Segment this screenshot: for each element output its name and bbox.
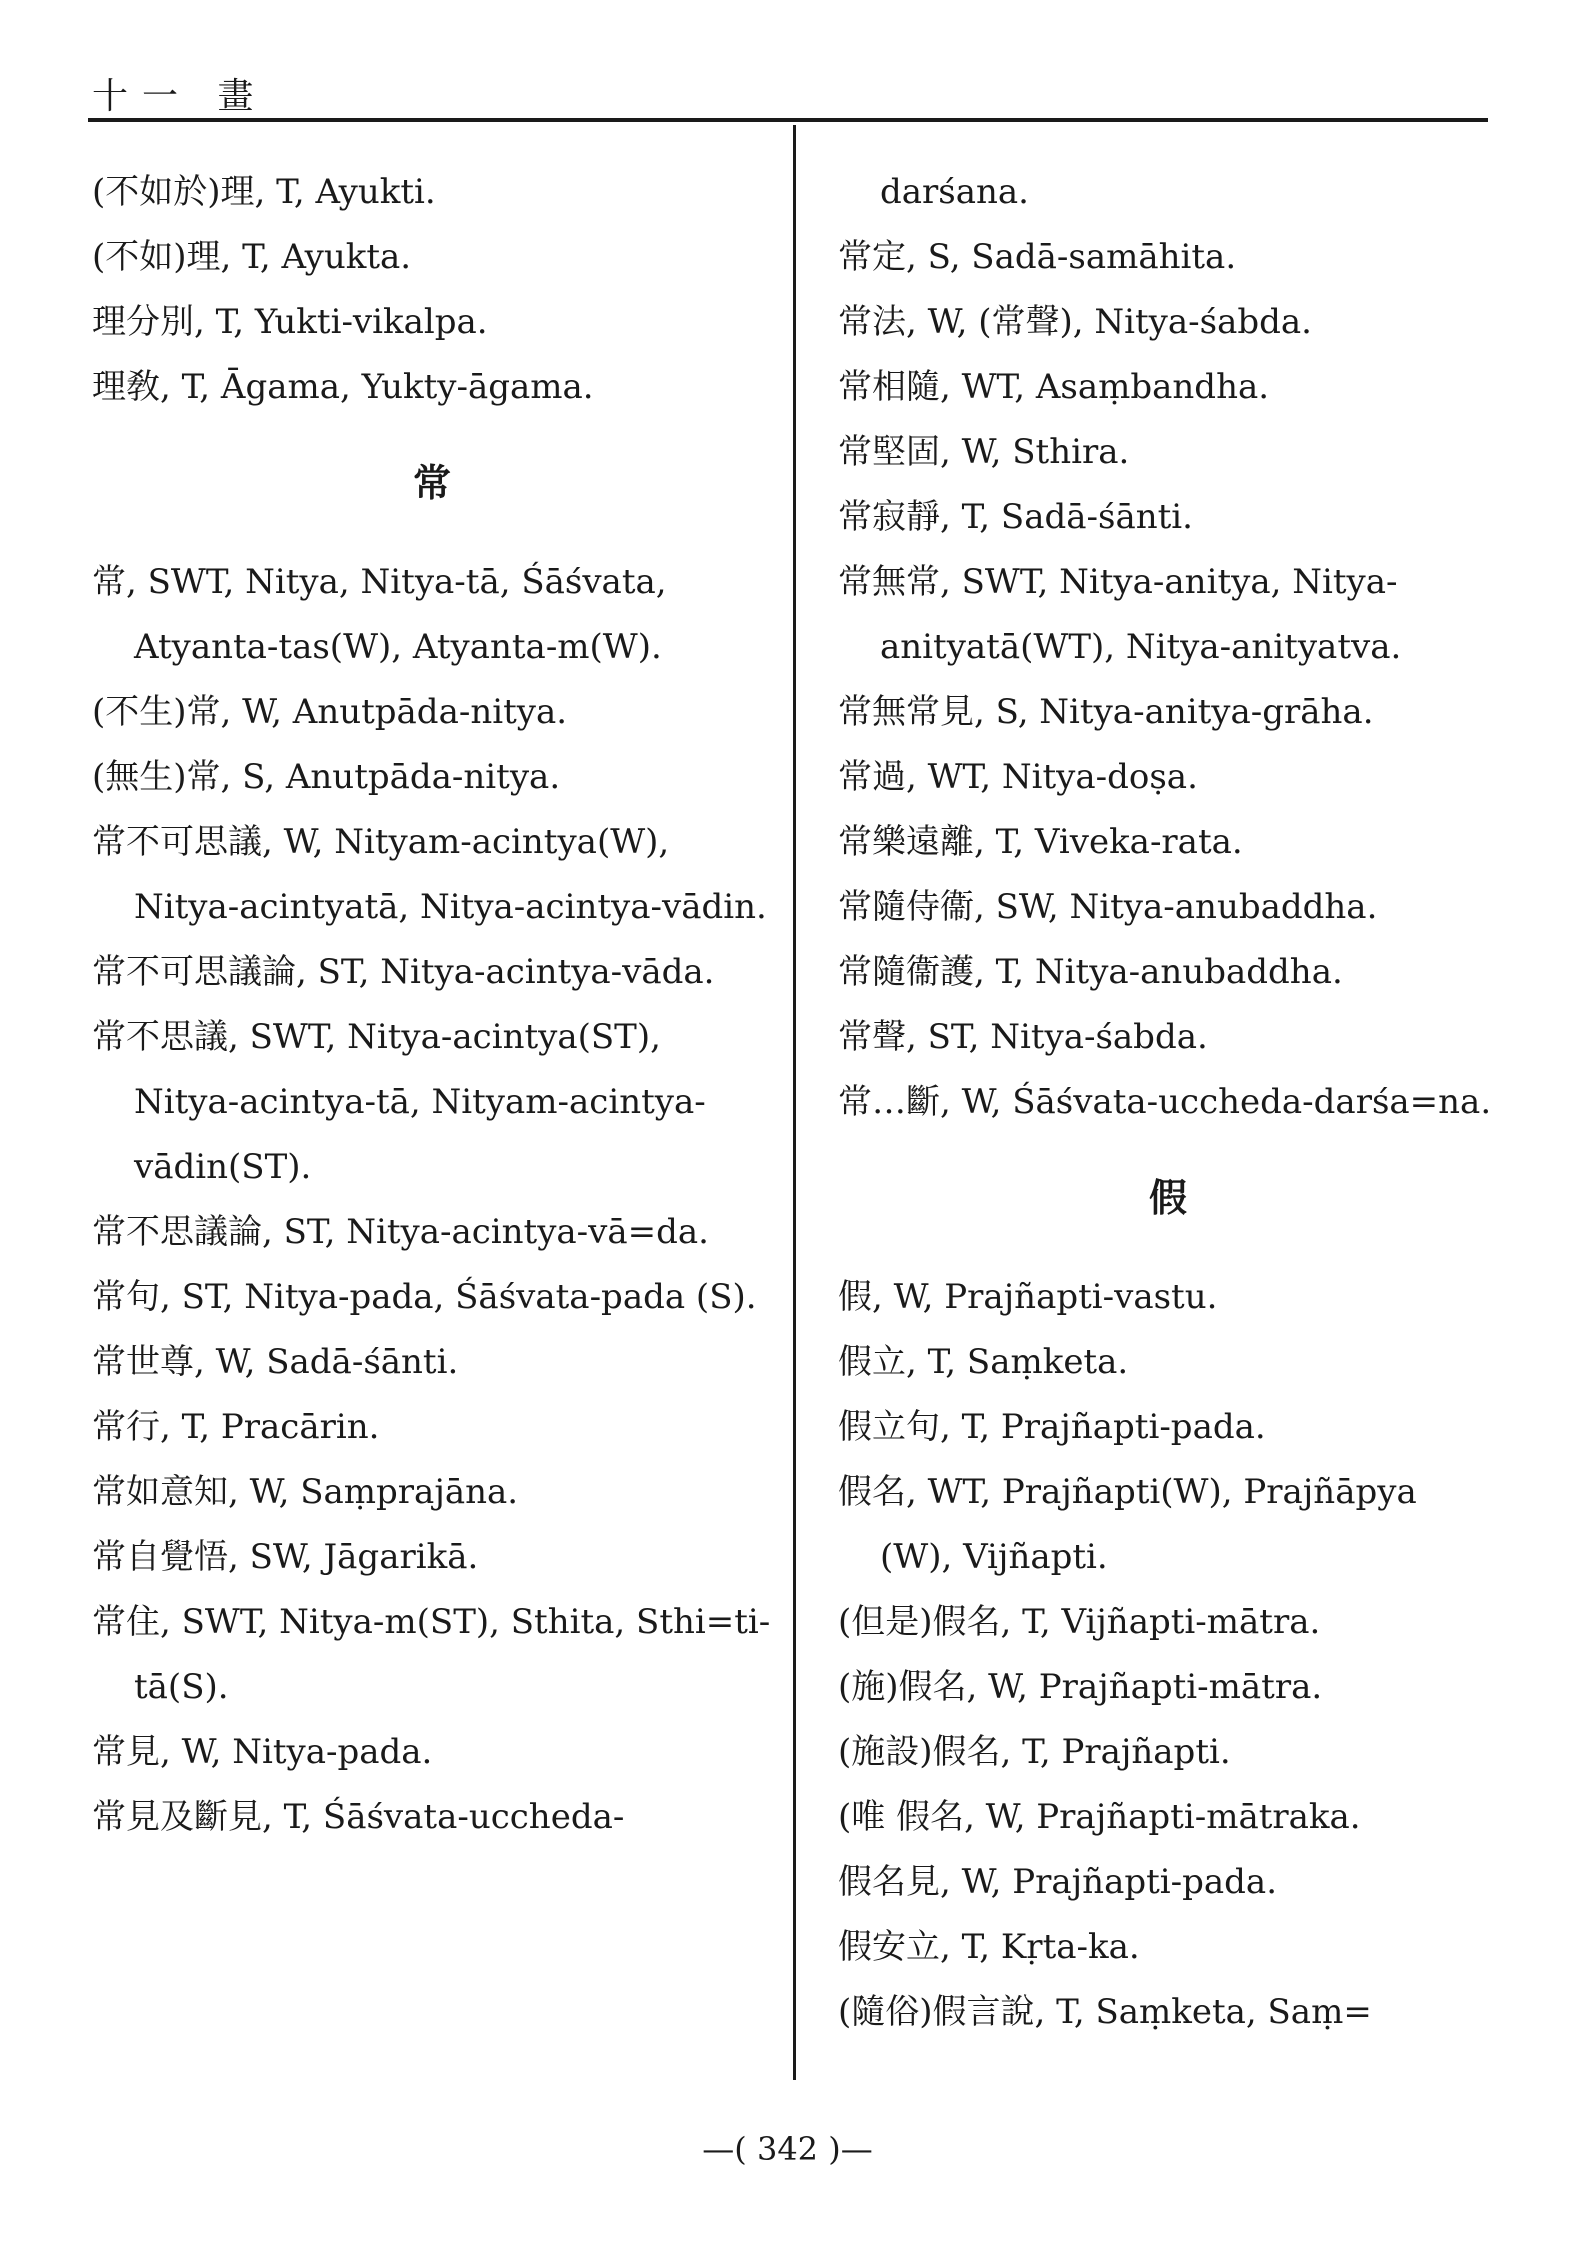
dict-entry: 常…斷, W, Śāśvata-uccheda-darśa=na. xyxy=(838,1082,1492,1122)
dict-entry: 假名見, W, Prajñapti-pada. xyxy=(838,1862,1278,1902)
dict-entry: 常世尊, W, Sadā-śānti. xyxy=(92,1342,459,1382)
dict-entry: 常住, SWT, Nitya-m(ST), Sthita, Sthi=ti-tā(S). xyxy=(92,1602,771,1707)
header-rule xyxy=(88,118,1488,122)
dict-entry: 理分別, T, Yukti-vikalpa. xyxy=(92,302,488,342)
dict-entry: 假立, T, Saṃketa. xyxy=(838,1342,1129,1382)
dict-entry: 常不思議, SWT, Nitya-acintya(ST), Nitya-acintya-tā, Nityam-acintya-vādin(ST). xyxy=(92,1017,706,1187)
dict-entry: 假, W, Prajñapti-vastu. xyxy=(838,1277,1218,1317)
dict-entry: 假安立, T, Kṛta-ka. xyxy=(838,1927,1140,1967)
dict-entry: 常句, ST, Nitya-pada, Śāśvata-pada (S). xyxy=(92,1277,757,1317)
right-column xyxy=(838,160,1498,2045)
column-divider xyxy=(793,125,796,2080)
dict-entry: 常堅固, W, Sthira. xyxy=(838,432,1130,472)
left-column xyxy=(92,160,772,1850)
dict-entry: 常定, S, Sadā-samāhita. xyxy=(838,237,1237,277)
dict-entry: 理敎, T, Āgama, Yukty-āgama. xyxy=(92,367,594,407)
dict-entry: (唯 假名, W, Prajñapti-mātraka. xyxy=(838,1797,1361,1837)
dict-entry: 常隨侍衞, SW, Nitya-anubaddha. xyxy=(838,887,1378,927)
dict-entry: 常無常, SWT, Nitya-anitya, Nitya-anityatā(WT), Nitya-anityatva. xyxy=(838,562,1402,667)
dict-entry: 常法, W, (常聲), Nitya-śabda. xyxy=(838,302,1312,342)
section-heading: 常 xyxy=(412,460,451,505)
page-number: —( 342 )— xyxy=(702,2130,873,2168)
section-heading: 假 xyxy=(1148,1175,1187,1220)
dict-entry: 常寂靜, T, Sadā-śānti. xyxy=(838,497,1193,537)
dict-entry: (無生)常, S, Anutpāda-nitya. xyxy=(92,757,561,797)
dict-entry: 常不可思議, W, Nityam-acintya(W), Nitya-acintyatā, Nitya-acintya-vādin. xyxy=(92,822,767,927)
dict-entry: (不如於)理, T, Ayukti. xyxy=(92,172,436,212)
page-header: 十一 畫 xyxy=(92,76,268,117)
dict-entry: 常相隨, WT, Asaṃbandha. xyxy=(838,367,1270,407)
dict-entry: 常過, WT, Nitya-doṣa. xyxy=(838,757,1198,797)
dict-entry: 常如意知, W, Saṃprajāna. xyxy=(92,1472,519,1512)
dict-entry: 常不思議論, ST, Nitya-acintya-vā=da. xyxy=(92,1212,709,1252)
dict-entry: 常, SWT, Nitya, Nitya-tā, Śāśvata, Atyanta-tas(W), Atyanta-m(W). xyxy=(92,562,667,667)
dict-entry: 常隨衞護, T, Nitya-anubaddha. xyxy=(838,952,1343,992)
dict-entry: (隨俗)假言說, T, Saṃketa, Saṃ= xyxy=(838,1992,1372,2032)
dict-entry-continuation: darśana. xyxy=(880,172,1029,212)
dict-entry: (但是)假名, T, Vijñapti-mātra. xyxy=(838,1602,1321,1642)
dict-entry: 常無常見, S, Nitya-anitya-grāha. xyxy=(838,692,1374,732)
dict-entry: 常自覺悟, SW, Jāgarikā. xyxy=(92,1537,479,1577)
dict-entry: (施設)假名, T, Prajñapti. xyxy=(838,1732,1231,1772)
dict-entry: (施)假名, W, Prajñapti-mātra. xyxy=(838,1667,1323,1707)
dict-entry: (不如)理, T, Ayukta. xyxy=(92,237,412,277)
dict-entry: 常見及斷見, T, Śāśvata-uccheda- xyxy=(92,1797,625,1837)
dict-entry: 假名, WT, Prajñapti(W), Prajñāpya (W), Vijñapti. xyxy=(838,1472,1417,1577)
dict-entry: 常不可思議論, ST, Nitya-acintya-vāda. xyxy=(92,952,715,992)
dict-entry: 常聲, ST, Nitya-śabda. xyxy=(838,1017,1208,1057)
dict-entry: 常樂遠離, T, Viveka-rata. xyxy=(838,822,1243,862)
dict-entry: 假立句, T, Prajñapti-pada. xyxy=(838,1407,1266,1447)
dict-entry: (不生)常, W, Anutpāda-nitya. xyxy=(92,692,568,732)
dict-entry: 常行, T, Pracārin. xyxy=(92,1407,380,1447)
dict-entry: 常見, W, Nitya-pada. xyxy=(92,1732,433,1772)
